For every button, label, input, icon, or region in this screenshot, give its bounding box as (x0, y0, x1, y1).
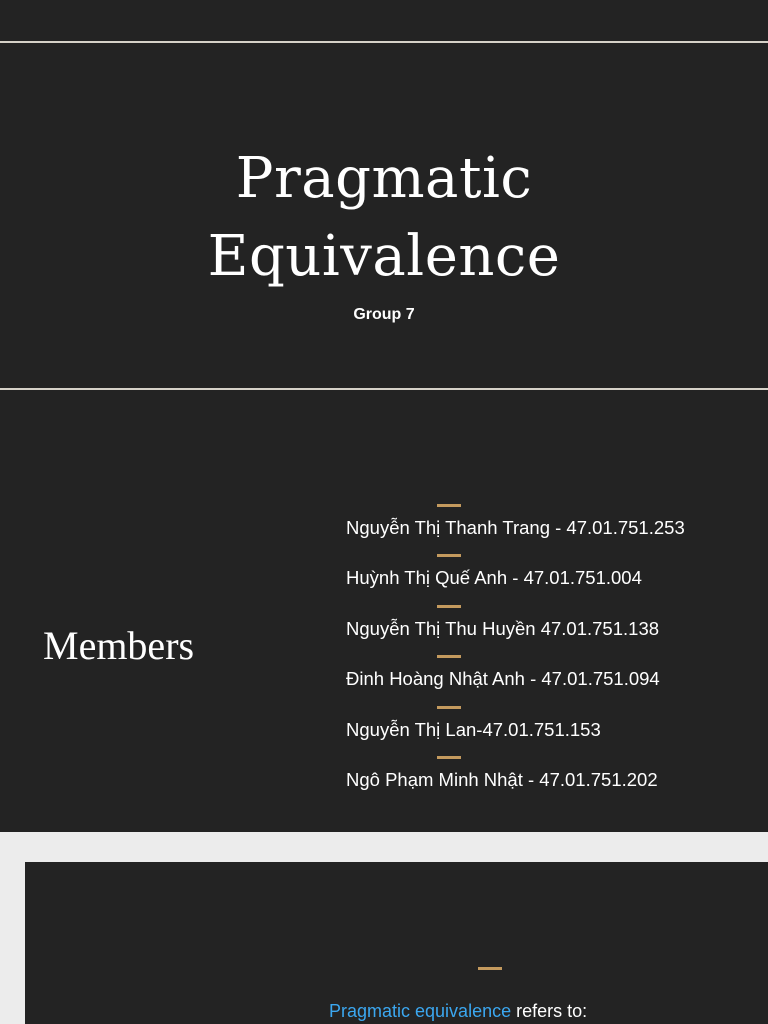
member-list (346, 504, 756, 806)
definition-highlight: Pragmatic equivalence (329, 1001, 512, 1021)
slide-title (0, 140, 768, 296)
top-divider (0, 41, 768, 43)
definition-slide (25, 862, 768, 1024)
slide-subtitle: Group 7 (353, 306, 415, 323)
member-item (346, 655, 756, 705)
member-name: Nguyễn Thị Thanh Trang - 47.01.751.253 (346, 517, 685, 538)
definition-text (329, 999, 587, 1023)
accent-dash (437, 655, 461, 658)
members-slide (0, 390, 768, 832)
accent-dash (437, 554, 461, 557)
member-name: Nguyễn Thị Thu Huyền 47.01.751.138 (346, 617, 660, 639)
member-name: Nguyễn Thị Lan-47.01.751.153 (346, 718, 601, 740)
title-line-1: Pragmatic (235, 146, 533, 211)
member-name: Huỳnh Thị Quế Anh - 47.01.751.004 (346, 567, 642, 589)
member-item (346, 504, 756, 554)
accent-dash (437, 706, 461, 709)
member-item (346, 554, 756, 604)
accent-dash (478, 967, 502, 970)
member-name: Ngô Phạm Minh Nhật - 47.01.751.202 (346, 768, 658, 790)
accent-dash (437, 756, 461, 759)
title-line-2: Equivalence (207, 224, 561, 289)
member-item (346, 706, 756, 756)
accent-dash (437, 605, 461, 608)
accent-dash (437, 504, 461, 507)
member-item (346, 756, 756, 806)
title-slide (0, 0, 768, 389)
member-name: Đinh Hoàng Nhật Anh - 47.01.751.094 (346, 668, 660, 690)
member-item (346, 605, 756, 655)
members-heading: Members (43, 623, 195, 668)
definition-rest: refers to: (511, 1001, 588, 1021)
